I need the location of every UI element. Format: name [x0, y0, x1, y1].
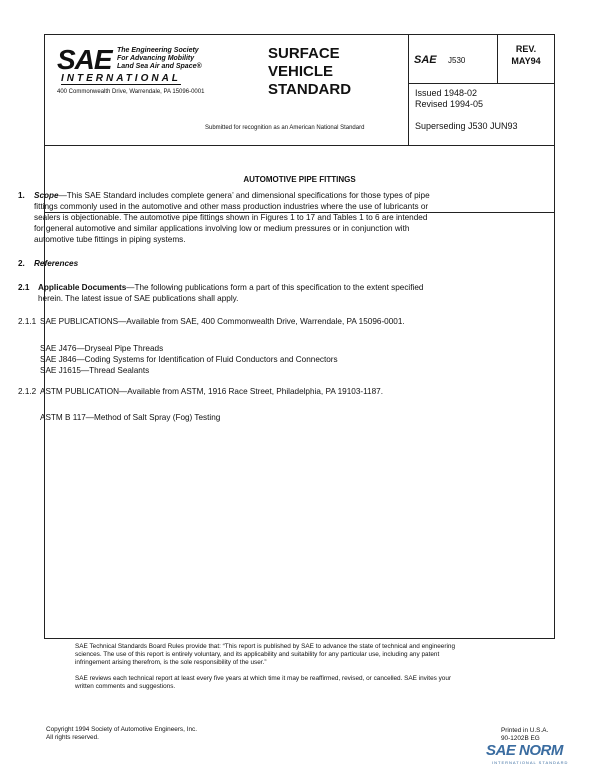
- superseding-note: Superseding J530 JUN93: [415, 121, 518, 131]
- section-astm-publication: 2.1.2 ASTM PUBLICATION—Available from ASTM, 1916 Race Street, Philadelphia, PA 19103-1187.: [18, 387, 383, 396]
- section-references: 2. References: [18, 259, 79, 268]
- society-tagline: The Engineering Society For Advancing Mobility Land Sea Air and Space®: [117, 47, 202, 70]
- issue-dates: Issued 1948-02 Revised 1994-05: [415, 88, 484, 109]
- document-title: AUTOMOTIVE PIPE FITTINGS: [243, 175, 356, 184]
- section-sae-publications: 2.1.1 SAE PUBLICATIONS—Available from SAE, 400 Commonwealth Drive, Warrendale, PA 15096-0001.: [18, 317, 405, 326]
- section-applicable-documents: 2.1 Applicable Documents—The following publications form a part of this specification to the extent specified herein. The latest issue of SAE publications shall apply.: [18, 283, 424, 303]
- references-heading: References: [34, 259, 79, 268]
- footer-notes: SAE Technical Standards Board Rules provide that: “This report is published by SAE to advance the state of technical and engineering sciences. The use of this report is entirely voluntary, and its applicability and suitability for any particular use, including any patent infringement arising therefrom, is the sole responsibility of the user.” SAE reviews each technical report at least every five years at which time it may be reaffirmed, revised, or cancelled. SAE invites your written comments and suggestions.: [75, 643, 455, 690]
- printed-info: Printed in U.S.A. 90-1202B EG: [501, 727, 549, 742]
- copyright-notice: Copyright 1994 Society of Automotive Engineers, Inc. All rights reserved.: [46, 726, 197, 741]
- sae-reference-list: [40, 343, 338, 376]
- sae-norm-logo: SAE NORM: [486, 742, 563, 759]
- sae-norm-subtitle: INTERNATIONAL STANDARD: [492, 760, 569, 765]
- sae-small-logo: SAE: [414, 54, 437, 66]
- applicable-documents-heading: Applicable Documents: [38, 283, 127, 292]
- revision-block: REV. MAY94: [511, 44, 541, 66]
- international-label: INTERNATIONAL: [61, 73, 181, 84]
- divider: [497, 35, 498, 83]
- section-scope: 1. Scope—This SAE Standard includes complete genera’ and dimensional specifications for those types of pipe fittings commonly used in the automotive and other mass production industries where the use of lubricants or sealers is objectionable. The automotive pipe fittings shown in Figures 1 to 17 and Tables 1 to 6 are intended for general automotive and similar applications involving low or medium pressures or in conjunction with automotive tube fittings in piping systems.: [18, 191, 430, 244]
- document-header: [45, 35, 554, 146]
- divider: [408, 83, 554, 84]
- divider: [408, 35, 409, 145]
- list-item: SAE J1615—Thread Sealants: [40, 366, 150, 375]
- sae-logo: SAE: [57, 44, 112, 75]
- document-number: J530: [448, 56, 466, 65]
- submitted-note: Submitted for recognition as an American National Standard: [205, 125, 365, 131]
- scope-heading: Scope: [34, 191, 59, 200]
- astm-reference: ASTM B 117—Method of Salt Spray (Fog) Testing: [40, 413, 221, 422]
- standard-type: SURFACE VEHICLE STANDARD: [268, 45, 352, 98]
- list-item: SAE J846—Coding Systems for Identification of Fluid Conductors and Connectors: [40, 355, 338, 364]
- document-frame: [44, 34, 555, 639]
- list-item: SAE J476—Dryseal Pipe Threads: [40, 344, 164, 353]
- sae-address: 400 Commonwealth Drive, Warrendale, PA 15096-0001: [57, 89, 205, 95]
